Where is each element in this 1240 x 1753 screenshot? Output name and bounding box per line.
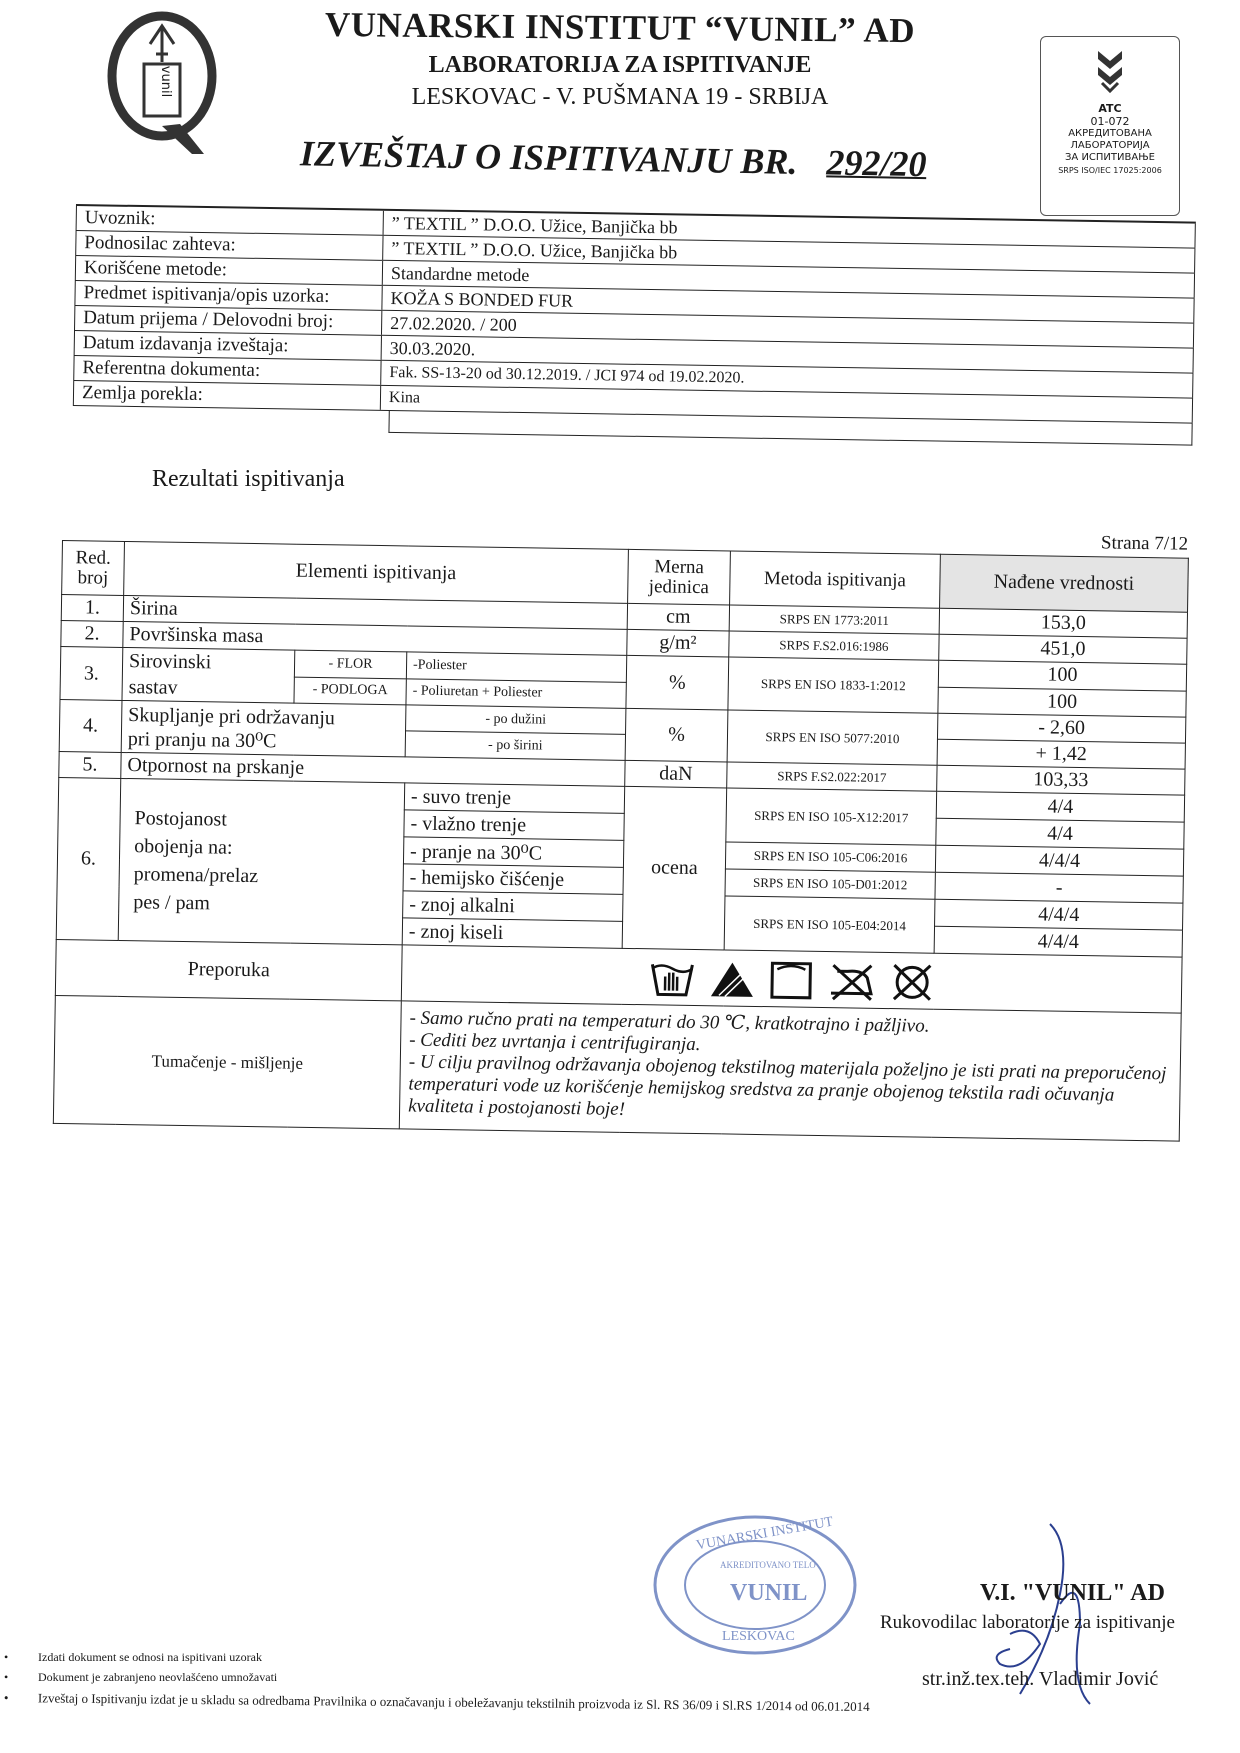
- bleach-triangle-icon: [708, 959, 755, 1000]
- badge-line2: ЛАБОРАТОРИЈА: [1070, 140, 1150, 151]
- row-value: 4/4: [936, 791, 1184, 822]
- row-no: 3.: [60, 646, 123, 700]
- info-label: Referentna dokumenta:: [73, 356, 381, 385]
- row-value: -: [935, 872, 1183, 903]
- stamp-line1: VUNARSKI INSTITUT: [695, 1514, 835, 1554]
- hand-wash-icon: [648, 958, 695, 999]
- row-subitem: - hemijsko čišćenje: [403, 864, 623, 894]
- row-value: 4/4/4: [935, 845, 1183, 876]
- row-element: [121, 700, 406, 756]
- row-element: Površinska masa: [123, 621, 627, 655]
- row-unit: cm: [627, 603, 729, 631]
- row-unit: g/m²: [627, 629, 729, 657]
- official-stamp: [650, 1510, 860, 1660]
- logo-text: vunil: [158, 65, 174, 98]
- row-subitem: - po širini: [405, 731, 625, 760]
- info-label: Datum izdavanja izveštaja:: [74, 331, 382, 360]
- row-value: 4/4/4: [935, 899, 1183, 930]
- row-element-line2: obojenja na:: [134, 834, 233, 859]
- row-element-line4: pes / pam: [133, 890, 211, 914]
- info-value: 30.03.2020.: [382, 336, 1194, 373]
- row-element: Širina: [123, 595, 627, 629]
- info-value: Fak. SS-13-20 od 30.12.2019. / JCI 974 od 19.02.2020.: [381, 361, 1193, 398]
- institute-name: VUNARSKI INSTITUT “VUNIL” AD: [324, 4, 916, 51]
- row-element-line1: Postojanost: [134, 806, 228, 831]
- info-value: ” TEXTIL ” D.O.O. Užice, Banjička bb: [384, 211, 1196, 248]
- row-method: SRPS EN ISO 1833-1:2012: [728, 657, 939, 713]
- row-subitem: - suvo trenje: [404, 783, 624, 813]
- footer-line: Izdati dokument se odnosi na ispitivani uzorak: [38, 1650, 262, 1664]
- info-value: 27.02.2020. / 200: [382, 311, 1194, 348]
- tumble-dry-square-icon: [768, 960, 813, 1001]
- row-value: 103,33: [937, 765, 1185, 795]
- row-element-line1: Skupljanje pri održavanju: [128, 703, 336, 729]
- no-dry-clean-icon: [888, 962, 935, 1003]
- row-unit: daN: [625, 760, 727, 788]
- info-value: Kina: [381, 386, 1193, 423]
- row-subitem: - pranje na 30⁰C: [403, 837, 623, 867]
- row-subitem: - po dužini: [406, 705, 626, 734]
- row-value: + 1,42: [937, 739, 1185, 769]
- header-method: Metoda ispitivanja: [730, 551, 941, 608]
- row-element: [118, 778, 405, 944]
- row-method: SRPS EN 1773:2011: [729, 605, 939, 634]
- info-value: KOŽA S BONDED FUR: [382, 286, 1194, 323]
- row-value: 100: [938, 660, 1186, 690]
- row-method: SRPS EN ISO 105-C06:2016: [725, 842, 935, 872]
- interpretation-label: Tumačenje - mišljenje: [53, 995, 401, 1128]
- row-method: SRPS F.S2.022:2017: [727, 762, 937, 791]
- row-method: SRPS EN ISO 105-E04:2014: [724, 896, 935, 953]
- row-element-line2: sastav: [128, 676, 178, 699]
- header-no: Red. broj: [62, 541, 125, 596]
- row-no: 5.: [59, 751, 121, 778]
- badge-code: 01-072: [1090, 115, 1130, 128]
- footer-line: Izveštaj o Ispitivanju izdat je u skladu sa odredbama Pravilnika o označavanju i obeležavanju tekstilnih proizvoda iz Sl. RS 36/09 i Sl.RS 1/2014 od 06.01.2014: [37, 1690, 870, 1715]
- row-method: SRPS F.S2.016:1986: [729, 631, 939, 660]
- badge-atc: ATC: [1098, 102, 1122, 115]
- footer-line: Dokument je zabranjeno neovlašćeno umnožavati: [38, 1670, 278, 1684]
- badge-line3: ЗА ИСПИТИВАЊЕ: [1065, 152, 1155, 163]
- row-no: 1.: [61, 595, 123, 622]
- results-table: [53, 532, 1189, 1142]
- header-elements: Elementi ispitivanja: [124, 541, 629, 603]
- institute-logo: [100, 8, 230, 158]
- row-element-line1: Sirovinski: [128, 650, 212, 674]
- info-label: Zemlja porekla:: [73, 381, 381, 410]
- row-subitem: - znoj kiseli: [402, 918, 622, 948]
- info-value: ” TEXTIL ” D.O.O. Užice, Banjička bb: [383, 236, 1195, 273]
- row-element: Otpornost na prskanje: [121, 752, 625, 786]
- row-subitem: - znoj alkalni: [403, 891, 623, 921]
- stamp-line4: LESKOVAC: [722, 1629, 795, 1644]
- report-prefix: IZVEŠTAJ O ISPITIVANJU BR.: [299, 133, 798, 182]
- sample-info-table: [72, 204, 1195, 446]
- report-title: [300, 132, 961, 186]
- row-method: SRPS EN ISO 105-D01:2012: [725, 869, 935, 899]
- results-title: Rezultati ispitivanja: [152, 466, 345, 492]
- accreditation-badge: [1040, 36, 1180, 216]
- note-line: - U cilju pravilnog održavanja obojenog tekstilnog materijala poželjno je isti prati na preporučenoj temperaturi vode uz korišćenje hemijskog sredstva za pranje obojenog tekstila radi očuvanja kvaliteta i postojanosti boje!: [407, 1051, 1167, 1120]
- atc-logo-icon: [1041, 47, 1179, 102]
- footer-note: • Dokument je zabranjeno neovlašćeno umnožavati: [4, 1670, 278, 1684]
- row-element: [122, 647, 295, 703]
- signature-role: Rukovodilac laboratorije za ispitivanje: [880, 1612, 1175, 1633]
- info-label: Korišćene metode:: [75, 256, 383, 285]
- row-unit: %: [626, 655, 729, 710]
- row-subitem: - PODLOGA: [294, 677, 406, 705]
- stamp-line2: AKREDITOVANO TELO: [720, 1560, 816, 1570]
- info-label: Uvoznik:: [76, 206, 384, 235]
- row-fiber: - Poliuretan + Poliester: [406, 678, 626, 708]
- signature-org: V.I. "VUNIL" AD: [980, 1580, 1165, 1606]
- row-subitem: - vlažno trenje: [404, 810, 624, 840]
- page-number: Strana 7/12: [1100, 532, 1189, 555]
- row-element-line3: promena/prelaz: [133, 862, 259, 887]
- badge-line1: АКРЕДИТОВАНА: [1068, 128, 1152, 139]
- recommendation-label: Preporuka: [55, 939, 402, 1000]
- row-fiber: -Poliester: [406, 652, 626, 682]
- header-unit: Merna jedinica: [628, 549, 731, 605]
- row-value: 100: [938, 687, 1186, 717]
- row-value: 4/4: [936, 818, 1184, 849]
- row-value: 153,0: [939, 608, 1187, 638]
- no-ironing-icon: [826, 961, 875, 1002]
- row-unit: %: [625, 708, 728, 762]
- row-value: - 2,60: [937, 713, 1185, 743]
- info-label: Datum prijema / Delovodni broj:: [74, 306, 382, 335]
- row-no: 4.: [59, 699, 122, 752]
- row-method: SRPS EN ISO 5077:2010: [727, 710, 938, 765]
- laboratory-name: LABORATORIJA ZA ISPITIVANJE: [428, 52, 812, 78]
- interpretation-row: [53, 995, 1181, 1141]
- note-line: - Samo ručno prati na temperaturi do 30 ℃, kratkotrajno i pažljivo.: [409, 1007, 930, 1037]
- row-value: 4/4/4: [934, 926, 1182, 957]
- row-element-line2: pri pranju na 30⁰C: [127, 727, 277, 752]
- row-no: 6.: [56, 777, 121, 940]
- footer-note: • Izdati dokument se odnosi na ispitivani uzorak: [4, 1650, 262, 1664]
- report-number: 292/20: [826, 142, 927, 185]
- interpretation-notes: [399, 1001, 1181, 1141]
- info-label: Podnosilac zahteva:: [75, 231, 383, 260]
- row-method: SRPS EN ISO 105-X12:2017: [726, 788, 937, 845]
- row-subitem: - FLOR: [294, 650, 406, 678]
- stamp-line3: VUNIL: [730, 1580, 808, 1606]
- badge-standard: SRPS ISO/IEC 17025:2006: [1058, 166, 1162, 175]
- row-no: 2.: [61, 620, 123, 647]
- row-unit: ocena: [622, 786, 727, 950]
- row-value: 451,0: [939, 634, 1187, 664]
- note-line: - Cediti bez uvrtanja i centrifugiranja.: [409, 1029, 701, 1056]
- footer-note: • Izveštaj o Ispitivanju izdat je u skladu sa odredbama Pravilnika o označavanju i obeležavanju tekstilnih proizvoda iz Sl. RS 36/09 i Sl.RS 1/2014 od 06.01.2014: [3, 1690, 870, 1715]
- institute-address: LESKOVAC - V. PUŠMANA 19 - SRBIJA: [411, 84, 829, 110]
- header-values: Nađene vrednosti: [940, 554, 1189, 612]
- info-label: Predmet ispitivanja/opis uzorka:: [74, 281, 382, 310]
- signature-name: str.inž.tex.teh. Vladimir Jović: [922, 1668, 1159, 1690]
- info-value: Standardne metode: [383, 261, 1195, 298]
